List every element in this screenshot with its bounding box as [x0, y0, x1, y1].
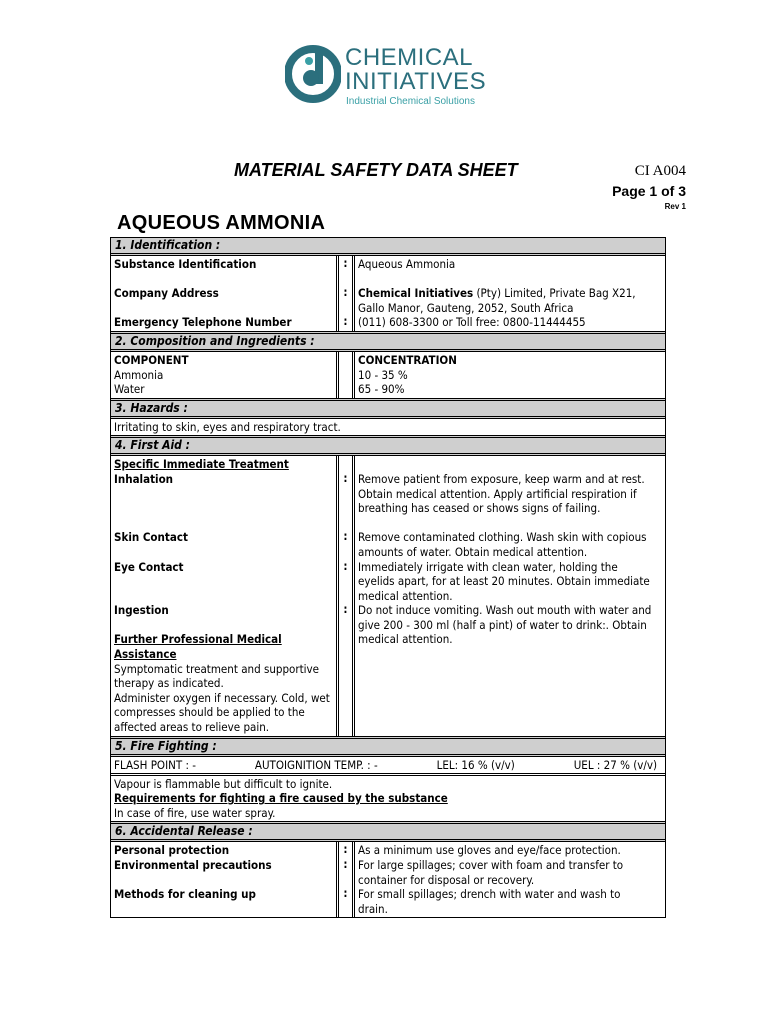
colon: :	[343, 558, 348, 573]
product-name: AQUEOUS AMMONIA	[117, 212, 326, 234]
value-company-address-2: Gallo Manor, Gauteng, 2052, South Africa	[358, 300, 574, 315]
specific-treatment-heading: Specific Immediate Treatment	[114, 457, 289, 472]
identification-rows	[111, 256, 665, 331]
inhalation-text: Obtain medical attention. Apply artificial respiration if	[358, 486, 637, 501]
inhalation-text: Remove patient from exposure, keep warm and at rest.	[358, 471, 645, 486]
colon: :	[343, 857, 348, 871]
concentration-header: CONCENTRATION	[358, 352, 457, 367]
inhalation-text: breathing has ceased or shows signs of failing.	[358, 501, 601, 516]
logo-line-2: INITIATIVES	[345, 68, 487, 95]
assistance-text: affected areas to relieve pain.	[114, 720, 270, 735]
label-emergency-phone: Emergency Telephone Number	[114, 315, 292, 330]
skin-text: Remove contaminated clothing. Wash skin with copious	[358, 530, 647, 545]
label-eye-contact: Eye Contact	[114, 559, 184, 574]
eye-text: medical attention.	[358, 588, 453, 603]
label-environmental: Environmental precautions	[114, 858, 272, 872]
first-aid-rows	[111, 456, 665, 735]
label-personal-protection: Personal protection	[114, 843, 230, 858]
accidental-release-rows	[111, 842, 665, 917]
colon: :	[343, 256, 348, 270]
page-number: Page 1 of 3	[612, 183, 686, 199]
value-company-address: Chemical Initiatives (Pty) Limited, Private Bag X21,	[358, 286, 636, 301]
section-1-header: 1. Identification :	[111, 238, 665, 256]
revision: Rev 1	[664, 202, 686, 211]
fire-requirements-heading: Requirements for fighting a fire caused by the substance	[114, 791, 448, 806]
assistance-text: Symptomatic treatment and supportive	[114, 661, 320, 676]
document-code: CI A004	[634, 163, 686, 179]
label-ingestion: Ingestion	[114, 603, 169, 618]
cleaning-text: drain.	[358, 901, 388, 916]
assistance-text: therapy as indicated.	[114, 676, 224, 691]
assistance-text: compresses should be applied to the	[114, 705, 305, 720]
fire-text-2: In case of fire, use water spray.	[114, 805, 276, 820]
section-4-header: 4. First Aid :	[111, 435, 665, 456]
section-3-header: 3. Hazards :	[111, 398, 665, 419]
section-5-header: 5. Fire Fighting :	[111, 736, 665, 757]
fire-properties-row	[111, 757, 665, 776]
concentration-value: 65 - 90%	[358, 382, 405, 397]
document-title: MATERIAL SAFETY DATA SHEET	[234, 160, 518, 180]
colon: :	[343, 285, 348, 300]
environmental-text: container for disposal or recovery.	[358, 872, 535, 887]
assistance-text: Administer oxygen if necessary. Cold, wet	[114, 690, 330, 705]
section-6-header: 6. Accidental Release :	[111, 821, 665, 842]
section-2-header: 2. Composition and Ingredients :	[111, 331, 665, 352]
logo-tagline: Industrial Chemical Solutions	[346, 96, 475, 107]
ingestion-text: give 200 - 300 ml (half a pint) of water to drink:. Obtain	[358, 617, 647, 632]
personal-protection-text: As a minimum use gloves and eye/face protection.	[358, 843, 621, 858]
hazards-text: Irritating to skin, eyes and respiratory tract.	[114, 419, 341, 434]
colon: :	[343, 470, 348, 485]
ingestion-text: Do not induce vomiting. Wash out mouth with water and	[358, 603, 652, 618]
component-name: Ammonia	[114, 367, 164, 382]
logo-mark-icon	[285, 44, 341, 104]
concentration-value: 10 - 35 %	[358, 367, 408, 382]
uel-value: UEL : 27 % (v/v)	[573, 757, 657, 772]
eye-text: Immediately irrigate with clean water, holding the	[358, 559, 618, 574]
fire-text-1: Vapour is flammable but difficult to ignite.	[114, 776, 333, 791]
colon: :	[343, 886, 348, 901]
value-emergency-phone: (011) 608-3300 or Toll free: 0800-11444455	[358, 315, 586, 330]
label-skin-contact: Skin Contact	[114, 530, 188, 545]
skin-text: amounts of water. Obtain medical attention.	[358, 544, 588, 559]
label-substance: Substance Identification	[114, 257, 257, 271]
colon: :	[343, 602, 348, 617]
component-header: COMPONENT	[114, 352, 189, 367]
component-name: Water	[114, 382, 145, 397]
environmental-text: For large spillages; cover with foam and transfer to	[358, 858, 624, 872]
colon: :	[343, 314, 348, 329]
label-inhalation: Inhalation	[114, 471, 174, 486]
ingestion-text: medical attention.	[358, 632, 453, 647]
eye-text: eyelids apart, for at least 20 minutes. Obtain immediate	[358, 574, 650, 589]
company-logo	[285, 44, 505, 112]
colon: :	[343, 529, 348, 544]
composition-rows	[111, 352, 665, 398]
value-substance: Aqueous Ammonia	[358, 257, 456, 271]
lel-value: LEL: 16 % (v/v)	[436, 757, 515, 772]
autoignition-temp: AUTOIGNITION TEMP. : -	[254, 757, 378, 772]
colon: :	[343, 842, 348, 857]
further-assistance-heading: Further Professional Medical	[114, 632, 282, 647]
label-company-address: Company Address	[114, 286, 219, 301]
further-assistance-heading-2: Assistance	[114, 647, 177, 662]
cleaning-text: For small spillages; drench with water and wash to	[358, 887, 621, 902]
msds-table	[110, 237, 666, 918]
flash-point: FLASH POINT : -	[114, 757, 196, 772]
logo-line-1: CHEMICAL	[345, 44, 474, 71]
label-cleaning: Methods for cleaning up	[114, 887, 256, 902]
